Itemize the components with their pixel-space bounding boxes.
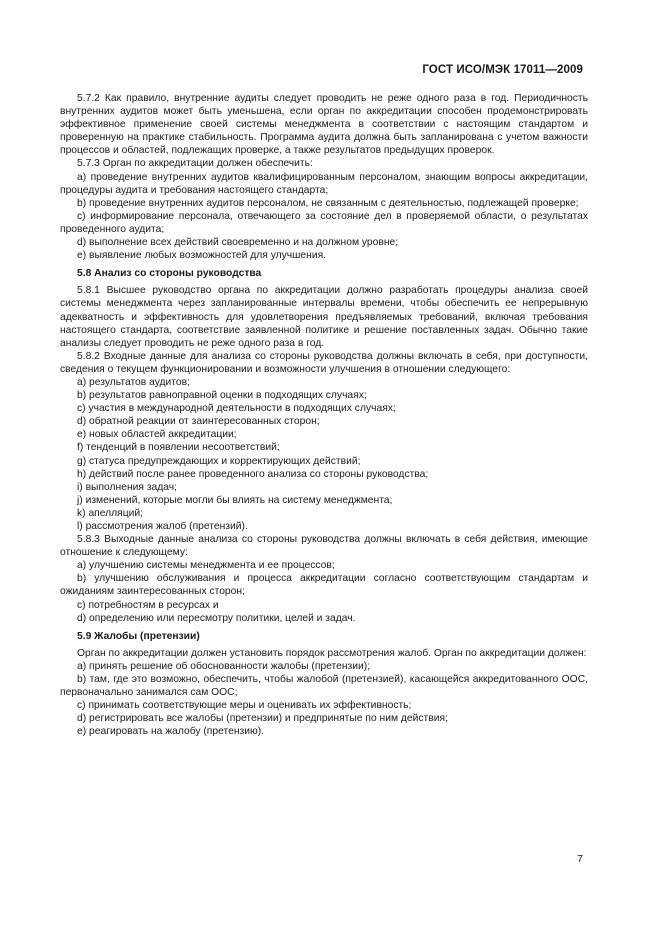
list-item: a) принять решение об обоснованности жалобы (претензии); [77, 660, 371, 672]
list-item: c) информирование персонала, отвечающего за состояние дел в проверяемой области, о результатах проведенного аудита; [60, 210, 588, 235]
list-item: c) потребностям в ресурсах и [77, 599, 219, 611]
clause-5-8-1: 5.8.1 Высшее руководство органа по аккредитации должно разработать процедуры анализа своей системы менеджмента через запланированные интервалы времени, чтобы обеспечить ее непрерывную адекватность и эффективность для удовлетворения предъявляемых требований, включая требования настоящего стандарта, соответствие заявленной политике и решение поставленных задач. Обычно такие анализы следует проводить не реже одного раза в год. [60, 285, 588, 349]
page-number: 7 [577, 853, 583, 865]
list-item: b) результатов равноправной оценки в подходящих случаях; [77, 390, 367, 402]
list-item: e) выявление любых возможностей для улучшения. [77, 250, 327, 262]
list-item: f) тенденций в появлении несоответствий; [77, 442, 280, 454]
section-heading-5-8: 5.8 Анализ со стороны руководства [77, 268, 262, 280]
list-item: d) определению или пересмотру политики, целей и задач. [77, 612, 356, 624]
list-item: a) результатов аудитов; [77, 376, 190, 388]
list-item: b) там, где это возможно, обеспечить, чтобы жалобой (претензией), касающейся аккредитованного ООС, первоначально занимался сам ООС; [60, 674, 588, 699]
list-item: g) статуса предупреждающих и корректирующих действий; [77, 455, 361, 467]
list-item: a) улучшению системы менеджмента и ее процессов; [77, 560, 335, 572]
clause-5-9-intro: Орган по аккредитации должен установить порядок рассмотрения жалоб. Орган по аккредитации должен: [77, 647, 587, 659]
list-item: h) действий после ранее проведенного анализа со стороны руководства; [77, 468, 429, 480]
list-item: l) рассмотрения жалоб (претензий). [77, 521, 248, 532]
list-item: e) новых областей аккредитации; [77, 429, 237, 441]
list-item: i) выполнения задач; [77, 481, 178, 493]
list-item: j) изменений, которые могли бы влиять на систему менеджмента; [77, 494, 393, 506]
list-item: d) выполнение всех действий своевременно и на должном уровне; [77, 237, 399, 249]
list-item: a) проведение внутренних аудитов квалифицированным персоналом, знающим вопросы аккредитации, процедуры аудита и требования настоящего стандарта; [60, 171, 588, 196]
clause-5-8-2: 5.8.2 Входные данные для анализа со стороны руководства должны включать в себя, при доступности, сведения о текущем функционировании и возможности улучшения в отношении следующего: [60, 350, 588, 375]
clause-5-7-3-intro: 5.7.3 Орган по аккредитации должен обеспечить: [77, 158, 313, 170]
list-item: d) обратной реакции от заинтересованных сторон; [77, 416, 320, 428]
document-body [60, 92, 588, 739]
list-item: b) улучшению обслуживания и процесса аккредитации согласно соответствующим стандартам и ожиданиям заинтересованных сторон; [60, 573, 588, 598]
list-item: b) проведение внутренних аудитов персоналом, не связанным с деятельностью, подлежащей проверке; [77, 197, 579, 209]
clause-5-7-2: 5.7.2 Как правило, внутренние аудиты следует проводить не реже одного раза в год. Периодичность внутренних аудитов может быть уменьшена, если орган по аккредитации способен продемонстрировать эффективное применение своей системы менеджмента в соответствии с настоящим стандартом и проверенную на практике стабильность. Программа аудита должна быть запланирована с учетом важности процессов и областей, подлежащих проверке, а также результатов предыдущих проверок. [60, 93, 588, 157]
list-item: e) реагировать на жалобу (претензию). [77, 726, 264, 738]
clause-5-8-3: 5.8.3 Выходные данные анализа со стороны руководства должны включать в себя действия, имеющие отношение к следующему: [60, 534, 588, 559]
list-item: c) принимать соответствующие меры и оценивать их эффективность; [77, 700, 412, 712]
document-header: ГОСТ ИСО/МЭК 17011—2009 [422, 64, 583, 76]
list-item: k) апелляций; [77, 507, 143, 519]
section-heading-5-9: 5.9 Жалобы (претензии) [77, 630, 200, 642]
list-item: c) участия в международной деятельности в подходящих случаях; [77, 403, 396, 415]
list-item: d) регистрировать все жалобы (претензии) и предпринятые по ним действия; [77, 713, 448, 725]
